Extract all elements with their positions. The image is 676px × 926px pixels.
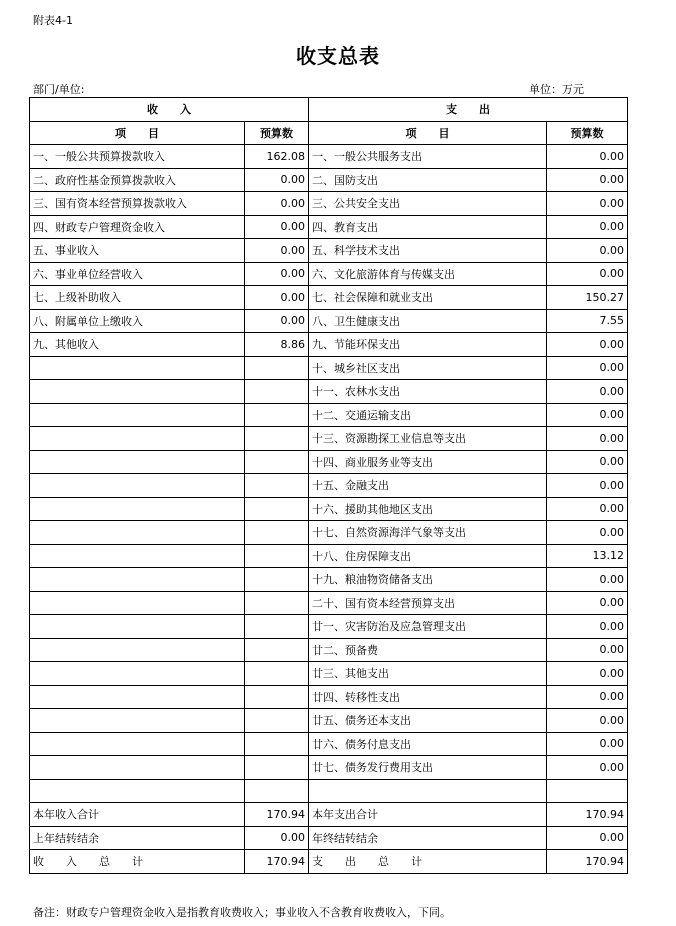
table-row [30,286,628,310]
table-row [30,380,628,404]
income-value-cell [245,380,309,404]
income-value-cell: 0.00 [245,286,309,310]
expense-item-cell [309,779,547,803]
table-row [30,403,628,427]
income-item-cell: 九、其他收入 [30,333,245,357]
expense-item-cell: 五、科学技术支出 [309,239,547,263]
income-value-cell: 0.00 [245,215,309,239]
income-value-cell [245,568,309,592]
expense-value-cell: 0.00 [547,474,628,498]
expense-value-cell: 170.94 [547,803,628,827]
expense-value-cell: 0.00 [547,192,628,216]
expense-budget-column-header: 预算数 [547,121,628,145]
expense-item-cell: 十八、住房保障支出 [309,544,547,568]
expense-item-cell: 十七、自然资源海洋气象等支出 [309,521,547,545]
income-item-cell [30,403,245,427]
expense-item-cell: 十一、农林水支出 [309,380,547,404]
table-row [30,826,628,850]
income-value-cell [245,709,309,733]
expense-item-cell: 支 出 总 计 [309,850,547,874]
income-value-cell [245,474,309,498]
table-row [30,638,628,662]
expense-item-cell: 十六、援助其他地区支出 [309,497,547,521]
income-item-cell: 四、财政专户管理资金收入 [30,215,245,239]
expense-item-cell: 四、教育支出 [309,215,547,239]
income-value-cell [245,521,309,545]
income-value-cell [245,544,309,568]
expense-item-cell: 廿三、其他支出 [309,662,547,686]
table-row [30,685,628,709]
income-item-cell [30,497,245,521]
income-value-cell [245,662,309,686]
expense-item-cell: 六、文化旅游体育与传媒支出 [309,262,547,286]
income-value-cell [245,591,309,615]
expense-item-cell: 廿五、债务还本支出 [309,709,547,733]
expense-value-cell: 0.00 [547,215,628,239]
expense-value-cell: 0.00 [547,168,628,192]
income-value-cell [245,403,309,427]
income-item-cell: 二、政府性基金预算拨款收入 [30,168,245,192]
income-section-header: 收 入 [30,98,309,122]
income-item-cell [30,521,245,545]
income-value-cell [245,497,309,521]
table-row [30,591,628,615]
income-item-cell: 八、附属单位上缴收入 [30,309,245,333]
income-value-cell [245,685,309,709]
income-value-cell [245,427,309,451]
table-row [30,779,628,803]
income-value-cell: 8.86 [245,333,309,357]
expense-item-cell: 十三、资源勘探工业信息等支出 [309,427,547,451]
income-value-cell: 162.08 [245,145,309,169]
table-row [30,333,628,357]
income-value-cell: 0.00 [245,309,309,333]
expense-value-cell: 0.00 [547,380,628,404]
column-header-row [30,121,628,145]
income-item-cell [30,615,245,639]
expense-item-cell: 八、卫生健康支出 [309,309,547,333]
footnote: 备注：财政专户管理资金收入是指教育收费收入；事业收入不含教育收费收入，下同。 [33,906,451,919]
expense-item-cell: 本年支出合计 [309,803,547,827]
income-budget-column-header: 预算数 [245,121,309,145]
expense-item-cell: 三、公共安全支出 [309,192,547,216]
income-item-cell: 七、上级补助收入 [30,286,245,310]
income-item-column-header: 项 目 [30,121,245,145]
table-row [30,568,628,592]
income-value-cell: 0.00 [245,192,309,216]
income-item-cell: 收 入 总 计 [30,850,245,874]
expense-value-cell: 0.00 [547,756,628,780]
expense-value-cell: 13.12 [547,544,628,568]
income-value-cell [245,756,309,780]
expense-value-cell: 0.00 [547,145,628,169]
expense-item-cell: 廿一、灾害防治及应急管理支出 [309,615,547,639]
budget-summary-table [29,97,628,874]
expense-value-cell: 170.94 [547,850,628,874]
expense-value-cell: 0.00 [547,685,628,709]
income-value-cell [245,779,309,803]
expense-value-cell: 0.00 [547,333,628,357]
table-row [30,662,628,686]
expense-item-cell: 十四、商业服务业等支出 [309,450,547,474]
expense-value-cell: 0.00 [547,521,628,545]
expense-item-cell: 二十、国有资本经营预算支出 [309,591,547,615]
income-item-cell: 一、一般公共预算拨款收入 [30,145,245,169]
expense-item-column-header: 项 目 [309,121,547,145]
unit-label: 单位：万元 [529,83,584,96]
income-item-cell [30,732,245,756]
expense-value-cell: 0.00 [547,638,628,662]
expense-value-cell: 0.00 [547,497,628,521]
table-row [30,803,628,827]
table-row [30,427,628,451]
income-item-cell [30,568,245,592]
page-title: 收支总表 [296,44,380,68]
expense-value-cell: 0.00 [547,568,628,592]
table-row [30,544,628,568]
table-row [30,192,628,216]
expense-item-cell: 十、城乡社区支出 [309,356,547,380]
department-label: 部门/单位: [33,83,85,96]
expense-value-cell: 0.00 [547,403,628,427]
income-item-cell: 上年结转结余 [30,826,245,850]
expense-item-cell: 廿七、债务发行费用支出 [309,756,547,780]
table-row [30,309,628,333]
expense-item-cell: 十九、粮油物资储备支出 [309,568,547,592]
income-item-cell [30,427,245,451]
table-row [30,474,628,498]
expense-item-cell: 十五、金融支出 [309,474,547,498]
income-item-cell [30,544,245,568]
expense-value-cell: 0.00 [547,732,628,756]
expense-value-cell [547,779,628,803]
expense-value-cell: 0.00 [547,450,628,474]
income-value-cell: 170.94 [245,803,309,827]
income-value-cell: 0.00 [245,262,309,286]
table-row [30,521,628,545]
expense-item-cell: 七、社会保障和就业支出 [309,286,547,310]
income-item-cell: 五、事业收入 [30,239,245,263]
expense-item-cell: 一、一般公共服务支出 [309,145,547,169]
income-value-cell: 0.00 [245,239,309,263]
expense-item-cell: 廿二、预备费 [309,638,547,662]
expense-value-cell: 0.00 [547,239,628,263]
income-item-cell [30,450,245,474]
table-row [30,239,628,263]
income-value-cell [245,356,309,380]
expense-value-cell: 0.00 [547,662,628,686]
income-item-cell: 三、国有资本经营预算拨款收入 [30,192,245,216]
table-row [30,215,628,239]
expense-value-cell: 0.00 [547,826,628,850]
expense-value-cell: 7.55 [547,309,628,333]
expense-value-cell: 0.00 [547,356,628,380]
table-row [30,709,628,733]
income-item-cell [30,779,245,803]
table-row [30,497,628,521]
income-value-cell [245,638,309,662]
table-row [30,756,628,780]
expense-value-cell: 0.00 [547,591,628,615]
expense-item-cell: 二、国防支出 [309,168,547,192]
income-value-cell [245,450,309,474]
expense-item-cell: 年终结转结余 [309,826,547,850]
expense-item-cell: 十二、交通运输支出 [309,403,547,427]
income-value-cell: 170.94 [245,850,309,874]
attachment-number: 附表4-1 [33,14,73,27]
expense-value-cell: 0.00 [547,709,628,733]
table-row [30,168,628,192]
income-item-cell [30,662,245,686]
income-item-cell [30,356,245,380]
expense-item-cell: 九、节能环保支出 [309,333,547,357]
expense-value-cell: 0.00 [547,262,628,286]
table-row [30,262,628,286]
expense-section-header: 支 出 [309,98,628,122]
expense-item-cell: 廿四、转移性支出 [309,685,547,709]
income-item-cell: 六、事业单位经营收入 [30,262,245,286]
income-item-cell [30,591,245,615]
table-row [30,145,628,169]
section-header-row [30,98,628,122]
income-value-cell [245,615,309,639]
expense-value-cell: 0.00 [547,427,628,451]
income-item-cell [30,756,245,780]
expense-item-cell: 廿六、债务付息支出 [309,732,547,756]
table-row [30,615,628,639]
table-row [30,450,628,474]
income-item-cell [30,474,245,498]
income-item-cell [30,685,245,709]
income-value-cell [245,732,309,756]
income-item-cell [30,380,245,404]
income-item-cell [30,709,245,733]
expense-value-cell: 0.00 [547,615,628,639]
income-item-cell [30,638,245,662]
table-row [30,356,628,380]
income-value-cell: 0.00 [245,826,309,850]
table-row [30,732,628,756]
income-value-cell: 0.00 [245,168,309,192]
income-item-cell: 本年收入合计 [30,803,245,827]
expense-value-cell: 150.27 [547,286,628,310]
table-row [30,850,628,874]
